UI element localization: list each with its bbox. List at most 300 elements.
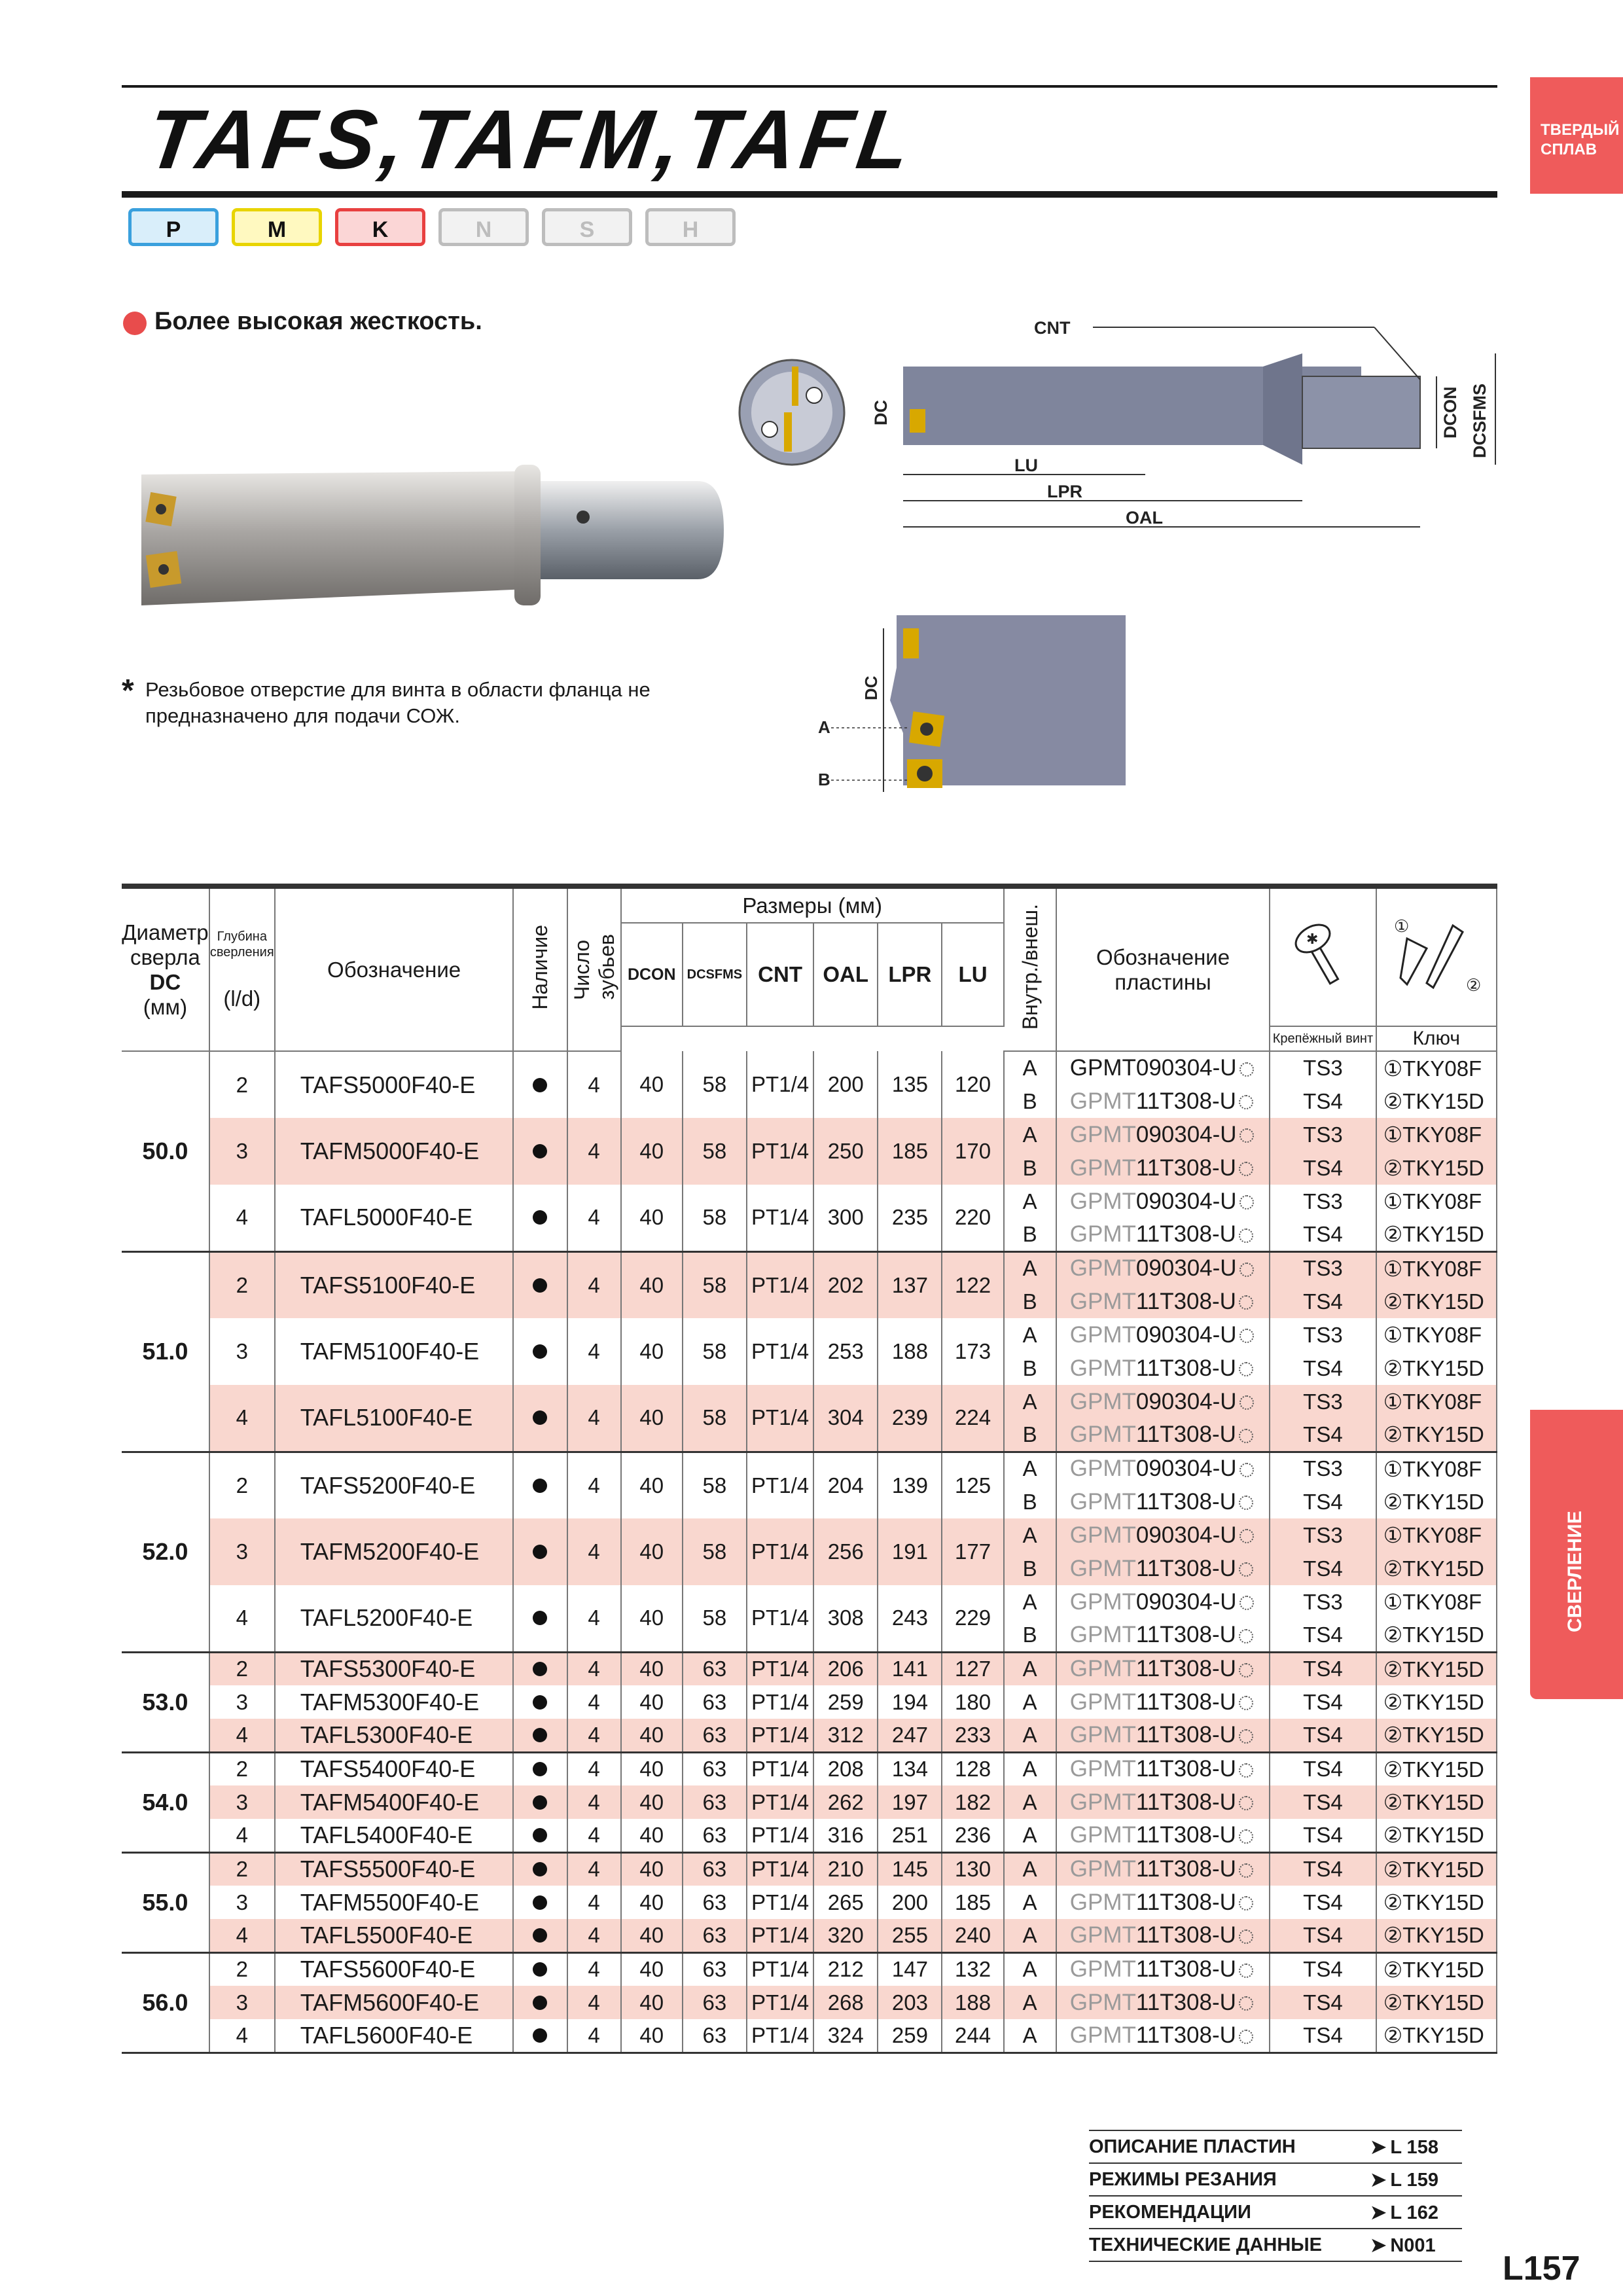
insert-body: 11T308-U: [1135, 1989, 1236, 2015]
dcsfms-cell: 63: [683, 1919, 747, 1952]
lpr-cell: 135: [878, 1051, 942, 1118]
cnt-cell: PT1/4: [747, 1685, 813, 1719]
col-inout: [1004, 886, 1056, 1051]
lu-cell: 220: [942, 1185, 1003, 1251]
oal-cell: 253: [813, 1318, 878, 1385]
dcsfms-cell: 58: [683, 1318, 747, 1385]
insert-body: 090304-U: [1135, 1522, 1237, 1548]
dcon-cell: 40: [621, 1952, 683, 1986]
dcsfms-cell: 63: [683, 1685, 747, 1719]
in-stock-icon: [533, 1695, 547, 1710]
drawing-label-lu: LU: [1014, 456, 1038, 475]
designation-cell: TAFS5100F40-E: [275, 1251, 514, 1318]
dcsfms-cell: 63: [683, 1785, 747, 1819]
insert-position-drawing: [805, 602, 1145, 805]
table-row: [122, 1118, 1497, 1151]
insert-prefix: GPMT: [1069, 1055, 1136, 1081]
spec-table: [122, 884, 1497, 2054]
insert-grade-icon: [1239, 2030, 1253, 2044]
reference-link-label[interactable]: РЕЖИМЫ РЕЗАНИЯ: [1089, 2163, 1370, 2196]
reference-link-target[interactable]: [1370, 2196, 1462, 2229]
insert-code-cell: [1056, 1085, 1270, 1118]
screw-cell: TS3: [1270, 1185, 1376, 1218]
stock-cell: [513, 1518, 567, 1585]
designation-cell: TAFL5200F40-E: [275, 1585, 514, 1652]
lu-cell: 224: [942, 1385, 1003, 1452]
lu-cell: 125: [942, 1452, 1003, 1518]
cnt-cell: PT1/4: [747, 1785, 813, 1819]
stock-cell: [513, 1852, 567, 1886]
stock-cell: [513, 1685, 567, 1719]
depth-cell: 4: [209, 1919, 275, 1952]
insert-position-cell: A: [1004, 1752, 1056, 1785]
reference-link-label[interactable]: ОПИСАНИЕ ПЛАСТИН: [1089, 2130, 1370, 2163]
dcon-cell: 40: [621, 1886, 683, 1919]
header-rule-bottom: [122, 191, 1497, 198]
table-row: [122, 1685, 1497, 1719]
insert-grade-icon: [1239, 1763, 1253, 1778]
screw-cell: TS3: [1270, 1585, 1376, 1619]
cnt-cell: PT1/4: [747, 1819, 813, 1852]
insert-code-cell: [1056, 1552, 1270, 1585]
col-dcon: DCON: [621, 923, 683, 1026]
header-rule-top: [122, 85, 1497, 88]
designation-cell: TAFM5500F40-E: [275, 1886, 514, 1919]
insert-code-cell: [1056, 1919, 1270, 1952]
table-row: [122, 1585, 1497, 1619]
dcsfms-cell: 63: [683, 1719, 747, 1752]
dcsfms-cell: 63: [683, 1952, 747, 1986]
dcon-cell: 40: [621, 1785, 683, 1819]
table-row: [122, 1819, 1497, 1852]
designation-cell: TAFS5300F40-E: [275, 1652, 514, 1685]
teeth-cell: 4: [567, 1785, 621, 1819]
table-row: [122, 1251, 1497, 1285]
dcon-cell: 40: [621, 1919, 683, 1952]
lpr-cell: 147: [878, 1952, 942, 1986]
insert-position-cell: A: [1004, 1251, 1056, 1285]
detail-label-b: B: [818, 770, 830, 789]
insert-prefix: GPMT: [1069, 1922, 1136, 1948]
stock-cell: [513, 1752, 567, 1785]
in-stock-icon: [533, 1144, 547, 1158]
designation-cell: TAFL5000F40-E: [275, 1185, 514, 1251]
cnt-cell: PT1/4: [747, 1952, 813, 1986]
reference-link-label[interactable]: РЕКОМЕНДАЦИИ: [1089, 2196, 1370, 2229]
drill-diameter-cell: 54.0: [122, 1752, 209, 1852]
stock-cell: [513, 1185, 567, 1251]
dcon-cell: 40: [621, 1652, 683, 1685]
stock-cell: [513, 1385, 567, 1452]
lpr-cell: 239: [878, 1385, 942, 1452]
insert-prefix: GPMT: [1069, 1488, 1136, 1515]
insert-position-cell: A: [1004, 1852, 1056, 1886]
drill-diameter-cell: 51.0: [122, 1251, 209, 1452]
lu-cell: 244: [942, 2019, 1003, 2053]
reference-link-page[interactable]: L 162: [1390, 2202, 1438, 2223]
lu-cell: 236: [942, 1819, 1003, 1852]
insert-position-cell: A: [1004, 1719, 1056, 1752]
table-row: [122, 1385, 1497, 1418]
insert-body: 11T308-U: [1135, 1555, 1236, 1581]
designation-cell: TAFL5500F40-E: [275, 1919, 514, 1952]
stock-cell: [513, 1785, 567, 1819]
designation-cell: TAFL5100F40-E: [275, 1385, 514, 1452]
insert-body: 090304-U: [1135, 1188, 1237, 1214]
col-inout-label: Внутр./внеш.: [1018, 904, 1042, 1030]
material-h: H: [645, 208, 736, 246]
dcsfms-cell: 58: [683, 1118, 747, 1185]
screw-cell: TS4: [1270, 1151, 1376, 1185]
reference-link[interactable]: [1089, 2229, 1462, 2261]
dcon-cell: 40: [621, 2019, 683, 2053]
insert-position-cell: A: [1004, 1051, 1056, 1085]
col-depth-line1: Глубина: [217, 929, 267, 944]
insert-position-cell: B: [1004, 1085, 1056, 1118]
insert-grade-icon: [1239, 1162, 1253, 1176]
lu-cell: 177: [942, 1518, 1003, 1585]
key-cell: ②TKY15D: [1376, 2019, 1497, 2053]
insert-grade-icon: [1240, 1329, 1254, 1343]
note-text: [145, 677, 651, 729]
depth-cell: 3: [209, 1886, 275, 1919]
insert-code-cell: [1056, 1652, 1270, 1685]
insert-body: 11T308-U: [1135, 1689, 1236, 1715]
key-cell: ②TKY15D: [1376, 1285, 1497, 1318]
table-row: [122, 1318, 1497, 1352]
designation-cell: TAFL5600F40-E: [275, 2019, 514, 2053]
col-key: Ключ: [1376, 1026, 1497, 1051]
in-stock-icon: [533, 1479, 547, 1493]
insert-code-cell: [1056, 1051, 1270, 1085]
insert-prefix: GPMT: [1069, 1221, 1136, 1247]
teeth-cell: 4: [567, 1118, 621, 1185]
spec-table-body: [122, 1051, 1497, 2053]
reference-link-page[interactable]: N001: [1390, 2234, 1436, 2256]
stock-cell: [513, 1051, 567, 1118]
oal-cell: 250: [813, 1118, 878, 1185]
reference-link[interactable]: [1089, 2163, 1462, 2196]
oal-cell: 204: [813, 1452, 878, 1518]
insert-code-cell: [1056, 1819, 1270, 1852]
cnt-cell: PT1/4: [747, 1986, 813, 2019]
dcsfms-cell: 63: [683, 2019, 747, 2053]
depth-cell: 2: [209, 1952, 275, 1986]
screw-cell: TS4: [1270, 1285, 1376, 1318]
lu-cell: 132: [942, 1952, 1003, 1986]
in-stock-icon: [533, 1662, 547, 1676]
insert-position-cell: A: [1004, 1652, 1056, 1685]
insert-position-cell: A: [1004, 1785, 1056, 1819]
insert-grade-icon: [1240, 1128, 1254, 1143]
insert-position-cell: B: [1004, 1352, 1056, 1385]
oal-cell: 324: [813, 2019, 878, 2053]
insert-prefix: GPMT: [1069, 1989, 1136, 2015]
reference-link-label[interactable]: ТЕХНИЧЕСКИЕ ДАННЫЕ: [1089, 2229, 1370, 2261]
lu-cell: 128: [942, 1752, 1003, 1785]
drill-diameter-cell: 56.0: [122, 1952, 209, 2053]
dcsfms-cell: 63: [683, 1652, 747, 1685]
table-row: [122, 1919, 1497, 1952]
insert-code-cell: [1056, 2019, 1270, 2053]
svg-text:①: ①: [1393, 916, 1410, 936]
teeth-cell: 4: [567, 1719, 621, 1752]
cnt-cell: PT1/4: [747, 1518, 813, 1585]
lpr-cell: 203: [878, 1986, 942, 2019]
insert-code-cell: [1056, 1986, 1270, 2019]
reference-link-page[interactable]: L 158: [1390, 2136, 1438, 2158]
col-depth-line2: сверления: [209, 944, 274, 960]
key-cell: ②TKY15D: [1376, 1719, 1497, 1752]
in-stock-icon: [533, 1210, 547, 1225]
col-stock-label: Наличие: [528, 924, 552, 1010]
lu-cell: 185: [942, 1886, 1003, 1919]
insert-code-cell: [1056, 1118, 1270, 1151]
insert-grade-icon: [1240, 1463, 1254, 1477]
designation-cell: TAFS5400F40-E: [275, 1752, 514, 1785]
drill-diameter-cell: 55.0: [122, 1852, 209, 1952]
insert-position-cell: B: [1004, 1285, 1056, 1318]
col-dc-unit: (мм): [143, 994, 188, 1019]
insert-grade-icon: [1239, 1996, 1253, 2011]
teeth-cell: 4: [567, 1652, 621, 1685]
lu-cell: 173: [942, 1318, 1003, 1385]
lpr-cell: 247: [878, 1719, 942, 1752]
oal-cell: 316: [813, 1819, 878, 1852]
col-dims: Размеры (мм): [621, 886, 1004, 923]
key-cell: ②TKY15D: [1376, 1552, 1497, 1585]
insert-code-cell: [1056, 1385, 1270, 1418]
insert-body: 11T308-U: [1135, 1288, 1236, 1314]
cnt-cell: PT1/4: [747, 1185, 813, 1251]
insert-body: 11T308-U: [1135, 1221, 1236, 1247]
note-line-2: предназначено для подачи СОЖ.: [145, 704, 460, 727]
dcon-cell: 40: [621, 1986, 683, 2019]
lu-cell: 240: [942, 1919, 1003, 1952]
lpr-cell: 145: [878, 1852, 942, 1886]
lpr-cell: 188: [878, 1318, 942, 1385]
cnt-cell: PT1/4: [747, 1852, 813, 1886]
table-row: [122, 1886, 1497, 1919]
stock-cell: [513, 1652, 567, 1685]
depth-cell: 4: [209, 1819, 275, 1852]
screw-cell: TS4: [1270, 1619, 1376, 1652]
screw-cell: TS3: [1270, 1318, 1376, 1352]
insert-grade-icon: [1239, 1929, 1253, 1944]
cnt-cell: PT1/4: [747, 1585, 813, 1652]
drawing-label-dcon: DCON: [1440, 386, 1460, 439]
oal-cell: 268: [813, 1986, 878, 2019]
in-stock-icon: [533, 1728, 547, 1742]
cnt-cell: PT1/4: [747, 1118, 813, 1185]
dcsfms-cell: 63: [683, 1852, 747, 1886]
insert-prefix: GPMT: [1069, 1121, 1136, 1147]
insert-grade-icon: [1240, 1263, 1254, 1277]
col-designation: Обозначение: [275, 886, 514, 1051]
key-cell: ②TKY15D: [1376, 1752, 1497, 1785]
lpr-cell: 191: [878, 1518, 942, 1585]
screw-cell: TS4: [1270, 1919, 1376, 1952]
insert-grade-icon: [1239, 1663, 1253, 1677]
insert-position-cell: A: [1004, 1919, 1056, 1952]
table-row: [122, 1852, 1497, 1886]
note-line-1: Резьбовое отверстие для винта в области фланца не: [145, 678, 651, 701]
in-stock-icon: [533, 1545, 547, 1559]
col-teeth-line1: Число: [569, 939, 594, 1000]
depth-cell: 4: [209, 1385, 275, 1452]
oal-cell: 256: [813, 1518, 878, 1585]
screw-cell: TS4: [1270, 1886, 1376, 1919]
dcon-cell: 40: [621, 1585, 683, 1652]
oal-cell: 320: [813, 1919, 878, 1952]
material-m: M: [232, 208, 322, 246]
key-cell: ②TKY15D: [1376, 1852, 1497, 1886]
lpr-cell: 134: [878, 1752, 942, 1785]
designation-cell: TAFM5600F40-E: [275, 1986, 514, 2019]
insert-code-cell: [1056, 1285, 1270, 1318]
insert-code-cell: [1056, 1518, 1270, 1552]
oal-cell: 312: [813, 1719, 878, 1752]
dcon-cell: 40: [621, 1185, 683, 1251]
col-dc-line1: Диаметр: [122, 920, 209, 944]
depth-cell: 3: [209, 1518, 275, 1585]
key-cell: ②TKY15D: [1376, 1952, 1497, 1986]
oal-cell: 304: [813, 1385, 878, 1452]
screw-cell: TS3: [1270, 1051, 1376, 1085]
col-dc-label: DC: [149, 969, 181, 994]
oal-cell: 212: [813, 1952, 878, 1986]
dimension-drawing: [726, 314, 1499, 550]
col-insert-line1: Обозначение: [1096, 944, 1230, 969]
key-cell: ②TKY15D: [1376, 1619, 1497, 1652]
col-oal: OAL: [813, 923, 878, 1026]
reference-link-target[interactable]: [1370, 2130, 1462, 2163]
dcsfms-cell: 63: [683, 1819, 747, 1852]
cnt-cell: PT1/4: [747, 1452, 813, 1518]
oal-cell: 265: [813, 1886, 878, 1919]
col-teeth-line2: зубьев: [594, 934, 618, 1000]
screw-cell: TS4: [1270, 1852, 1376, 1886]
section-side-tab[interactable]: [1530, 1410, 1623, 1699]
reference-link[interactable]: [1089, 2130, 1462, 2163]
lpr-cell: 139: [878, 1452, 942, 1518]
depth-cell: 2: [209, 1652, 275, 1685]
insert-position-cell: A: [1004, 1819, 1056, 1852]
insert-body: 11T308-U: [1135, 1956, 1236, 1982]
screw-cell: TS4: [1270, 1652, 1376, 1685]
designation-cell: TAFM5300F40-E: [275, 1685, 514, 1719]
insert-grade-icon: [1239, 1964, 1253, 1978]
insert-grade-icon: [1239, 1562, 1253, 1577]
lu-cell: 170: [942, 1118, 1003, 1185]
screw-cell: TS4: [1270, 2019, 1376, 2053]
teeth-cell: 4: [567, 1585, 621, 1652]
stock-cell: [513, 1118, 567, 1185]
stock-cell: [513, 1919, 567, 1952]
key-cell: ②TKY15D: [1376, 1685, 1497, 1719]
reference-link-target[interactable]: [1370, 2229, 1462, 2261]
insert-position-cell: A: [1004, 1518, 1056, 1552]
insert-code-cell: [1056, 1752, 1270, 1785]
dcsfms-cell: 58: [683, 1385, 747, 1452]
reference-link-target[interactable]: [1370, 2163, 1462, 2196]
cnt-cell: PT1/4: [747, 1251, 813, 1318]
lpr-cell: 194: [878, 1685, 942, 1719]
stock-cell: [513, 1952, 567, 1986]
dcon-cell: 40: [621, 1318, 683, 1385]
oal-cell: 200: [813, 1051, 878, 1118]
insert-code-cell: [1056, 1719, 1270, 1752]
material-side-tab[interactable]: ТВЕРДЫЙ СПЛАВ: [1530, 77, 1623, 194]
teeth-cell: 4: [567, 1251, 621, 1318]
reference-link-page[interactable]: L 159: [1390, 2169, 1438, 2191]
in-stock-icon: [533, 1828, 547, 1842]
dcon-cell: 40: [621, 1118, 683, 1185]
insert-grade-icon: [1239, 1295, 1253, 1310]
dcsfms-cell: 58: [683, 1585, 747, 1652]
dcon-cell: 40: [621, 1385, 683, 1452]
table-row: [122, 1719, 1497, 1752]
oal-cell: 262: [813, 1785, 878, 1819]
lu-cell: 182: [942, 1785, 1003, 1819]
insert-prefix: GPMT: [1069, 1456, 1136, 1482]
lu-cell: 233: [942, 1719, 1003, 1752]
insert-position-cell: B: [1004, 1151, 1056, 1185]
insert-prefix: GPMT: [1069, 1889, 1136, 1915]
insert-code-cell: [1056, 1418, 1270, 1452]
col-cnt: CNT: [747, 923, 813, 1026]
in-stock-icon: [533, 1895, 547, 1910]
oal-cell: 202: [813, 1251, 878, 1318]
cnt-cell: PT1/4: [747, 1385, 813, 1452]
lpr-cell: 197: [878, 1785, 942, 1819]
in-stock-icon: [533, 1928, 547, 1943]
insert-grade-icon: [1239, 1095, 1253, 1109]
screw-cell: TS3: [1270, 1452, 1376, 1485]
insert-body: 11T308-U: [1135, 1621, 1236, 1647]
insert-code-cell: [1056, 1485, 1270, 1518]
insert-prefix: GPMT: [1069, 1321, 1136, 1348]
insert-prefix: GPMT: [1069, 1821, 1136, 1848]
dcon-cell: 40: [621, 1051, 683, 1118]
reference-link[interactable]: [1089, 2196, 1462, 2229]
insert-code-cell: [1056, 1585, 1270, 1619]
in-stock-icon: [533, 1278, 547, 1293]
insert-body: 11T308-U: [1135, 1421, 1236, 1447]
cnt-cell: PT1/4: [747, 2019, 813, 2053]
insert-prefix: GPMT: [1069, 1555, 1136, 1581]
insert-body: 11T308-U: [1135, 1155, 1236, 1181]
dcon-cell: 40: [621, 1752, 683, 1785]
insert-position-cell: B: [1004, 1218, 1056, 1251]
screw-cell: TS4: [1270, 1552, 1376, 1585]
insert-code-cell: [1056, 1352, 1270, 1385]
drawing-label-cnt: CNT: [1034, 318, 1071, 338]
depth-cell: 3: [209, 1685, 275, 1719]
screw-cell: TS3: [1270, 1118, 1376, 1151]
dcsfms-cell: 63: [683, 1752, 747, 1785]
key-cell: ②TKY15D: [1376, 1986, 1497, 2019]
insert-body: 11T308-U: [1135, 1488, 1236, 1515]
in-stock-icon: [533, 1078, 547, 1092]
dcon-cell: 40: [621, 1452, 683, 1518]
teeth-cell: 4: [567, 1051, 621, 1118]
insert-position-cell: A: [1004, 1585, 1056, 1619]
insert-body: 11T308-U: [1135, 1889, 1236, 1915]
insert-code-cell: [1056, 1852, 1270, 1886]
insert-grade-icon: [1239, 1629, 1253, 1643]
key-cell: ①TKY08F: [1376, 1385, 1497, 1418]
